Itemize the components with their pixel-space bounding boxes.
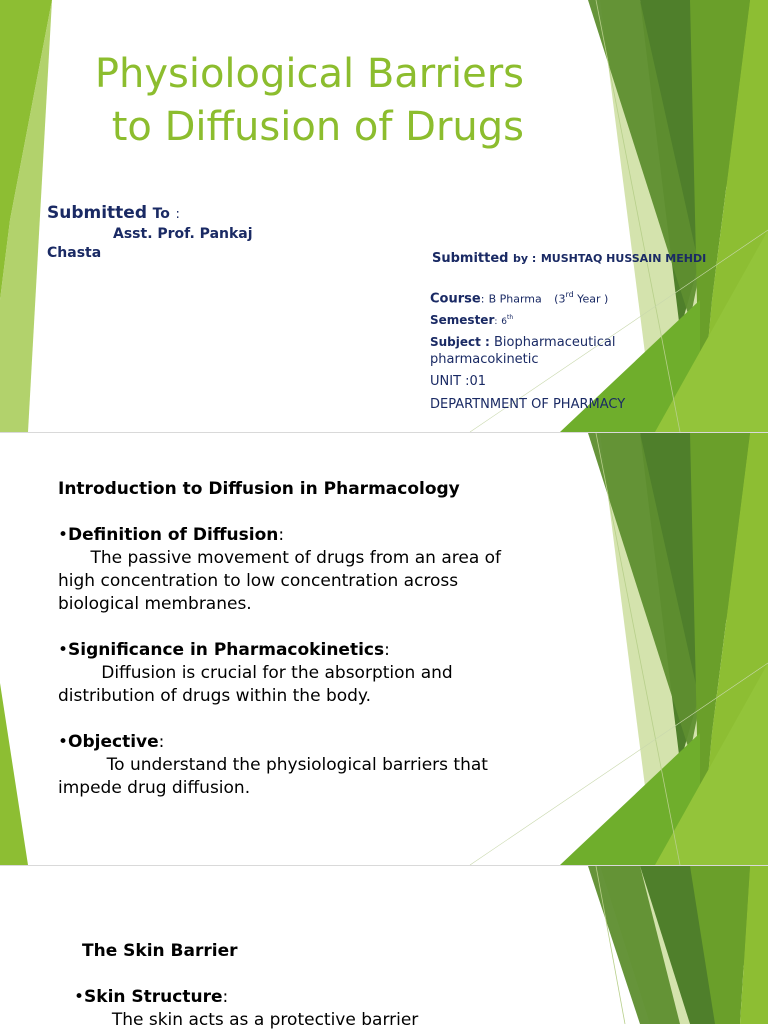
course-label: Course [430, 291, 481, 307]
course-year-sup: rd [565, 290, 574, 299]
submitted-to-to: To [152, 206, 170, 222]
course-value: B Pharma [488, 292, 542, 306]
significance-text [58, 662, 578, 708]
course-sep: : [480, 292, 485, 306]
subject-value-line-2: pharmacokinetic [430, 352, 539, 367]
significance-line-1: Diffusion is crucial for the absorption and [101, 663, 453, 683]
submitted-by-by: by : [513, 252, 537, 265]
course-year-open: (3 [554, 292, 566, 306]
skin-barrier-content [74, 940, 594, 1032]
submitted-by-line [432, 251, 762, 266]
submitted-to-colon: : [175, 207, 180, 222]
significance-line-2: distribution of drugs within the body. [58, 686, 371, 706]
submitted-to-name-line-1: Asst. Prof. Pankaj [113, 226, 253, 242]
submitted-to-name [47, 225, 307, 263]
introduction-content [58, 478, 578, 800]
skin-structure-text [74, 1009, 594, 1032]
definition-bullet: •Definition of Diffusion: [58, 525, 285, 545]
definition-label: Definition of Diffusion [68, 525, 279, 545]
semester-line [430, 313, 760, 327]
semester-sup: th [506, 314, 514, 321]
submitted-by-label: Submitted [432, 251, 509, 266]
submitted-to-block [47, 203, 307, 263]
title-line-2: to Diffusion of Drugs [111, 104, 524, 150]
significance-label: Significance in Pharmacokinetics [68, 640, 385, 660]
submitted-to-label: Submitted [47, 203, 148, 223]
submitted-by-name: MUSHTAQ HUSSAIN MEHDI [540, 252, 707, 265]
definition-line-3: biological membranes. [58, 594, 252, 614]
semester-value: 6 [501, 317, 507, 327]
definition-line-2: high concentration to low concentration across [58, 571, 459, 591]
course-line [430, 290, 760, 306]
subject-label: Subject : [430, 335, 490, 349]
subject-value-line-1: Biopharmaceutical [494, 335, 616, 350]
objective-label: Objective [68, 732, 159, 752]
department-line: DEPARTNMENT OF PHARMACY [430, 397, 626, 412]
objective-line-2: impede drug diffusion. [58, 778, 251, 798]
page-title [0, 48, 524, 154]
title-line-1: Physiological Barriers [94, 51, 524, 97]
unit-line: UNIT :01 [430, 374, 487, 389]
objective-line-1: To understand the physiological barriers that [106, 755, 488, 775]
skin-structure-line-1: The skin acts as a protective barrier [111, 1010, 419, 1030]
significance-bullet: •Significance in Pharmacokinetics: [58, 640, 390, 660]
definition-text [58, 547, 578, 616]
definition-line-1: The passive movement of drugs from an area of [90, 548, 502, 568]
skin-structure-label: Skin Structure [84, 987, 223, 1007]
subject-line [430, 334, 760, 368]
skin-structure-bullet: •Skin Structure: [74, 987, 229, 1007]
skin-barrier-heading: The Skin Barrier [82, 941, 238, 961]
course-year-close: Year ) [573, 292, 609, 306]
semester-sep: : [494, 317, 498, 327]
objective-text [58, 754, 578, 800]
semester-label: Semester [430, 313, 495, 327]
slide-title [0, 0, 768, 432]
submitted-to-name-line-2: Chasta [47, 245, 102, 261]
introduction-heading: Introduction to Diffusion in Pharmacology [58, 479, 460, 499]
objective-bullet: •Objective: [58, 732, 165, 752]
